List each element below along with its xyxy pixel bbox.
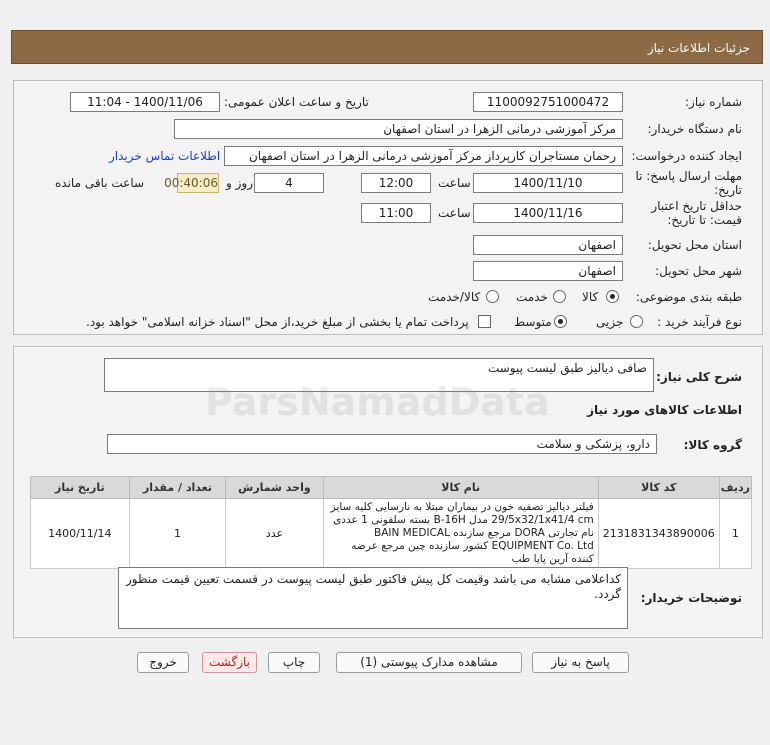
need-number-field: 1100092751000472 xyxy=(473,92,623,112)
process-option-minor: جزیی xyxy=(596,315,624,329)
table-row xyxy=(31,499,752,569)
announce-label: تاریخ و ساعت اعلان عمومی: xyxy=(224,95,369,109)
creator-label: ایجاد کننده درخواست: xyxy=(631,149,742,163)
validity-time-label: ساعت xyxy=(438,206,471,220)
deadline-time-label: ساعت xyxy=(438,176,471,190)
validity-time-field: 11:00 xyxy=(361,203,431,223)
creator-field: رحمان مستاجران کارپرداز مرکز آموزشی درمانی الزهرا در استان اصفهان xyxy=(224,146,623,166)
category-radio-goods-service[interactable] xyxy=(486,290,499,303)
days-field: 4 xyxy=(254,173,324,193)
group-label: گروه کالا: xyxy=(683,438,742,452)
province-label: استان محل تحویل: xyxy=(647,238,742,252)
col-row: ردیف xyxy=(719,477,751,499)
goods-info-title: اطلاعات کالاهای مورد نیاز xyxy=(587,403,742,417)
process-radio-minor[interactable] xyxy=(630,315,643,328)
category-label: طبقه بندی موضوعی: xyxy=(635,290,742,304)
process-option-medium: متوسط xyxy=(514,315,552,329)
need-number-label: شماره نیاز: xyxy=(685,95,742,109)
print-button[interactable]: چاپ xyxy=(268,652,320,673)
treasury-checkbox[interactable] xyxy=(478,315,491,328)
goods-table-header xyxy=(31,477,752,499)
category-radio-goods[interactable] xyxy=(606,290,619,303)
city-field: اصفهان xyxy=(473,261,623,281)
goods-table xyxy=(30,476,752,569)
col-date: تاریخ نیاز xyxy=(31,477,130,499)
deadline-time-field: 12:00 xyxy=(361,173,431,193)
cell-row: 1 xyxy=(719,499,751,569)
group-field: دارو، پزشکی و سلامت xyxy=(107,434,657,454)
category-radio-service[interactable] xyxy=(553,290,566,303)
deadline-label: مهلت ارسال پاسخ: تا تاریخ: xyxy=(635,169,742,197)
page-title: جزئیات اطلاعات نیاز xyxy=(647,41,750,55)
reply-button[interactable]: پاسخ به نیاز xyxy=(532,652,629,673)
need-info-panel xyxy=(13,80,763,335)
summary-label: شرح کلی نیاز: xyxy=(656,370,742,384)
col-qty: تعداد / مقدار xyxy=(129,477,226,499)
cell-date: 1400/11/14 xyxy=(31,499,130,569)
buyer-notes-field: کداعلامی مشابه می باشد وقیمت کل پیش فاکتور طبق لیست پیوست در قسمت تعیین قیمت منظور گردد. xyxy=(118,567,628,629)
province-field: اصفهان xyxy=(473,235,623,255)
category-option-service: خدمت xyxy=(516,290,548,304)
page-header xyxy=(11,30,763,64)
cell-name: فیلتر دیالیز تصفیه خون در بیماران مبتلا به نارسایی کلیه سایز 29/5x32/1x41/4 cm مدل B-16H بسته سلفونی 1 عددی نام تجارتی DORA مرجع سازنده BAIN MEDICAL EQUIPMENT Co. Ltd کشور سازنده چین مرجع عرضه کننده آرین پایا طب xyxy=(323,499,598,569)
buyer-org-field: مرکز آموزشی درمانی الزهرا در استان اصفهان xyxy=(174,119,623,139)
buyer-contact-link[interactable]: اطلاعات تماس خریدار xyxy=(109,149,221,163)
remaining-label: ساعت باقی مانده xyxy=(55,176,145,190)
back-button[interactable]: بازگشت xyxy=(202,652,257,673)
announce-field: 1400/11/06 - 11:04 xyxy=(70,92,220,112)
exit-button[interactable]: خروج xyxy=(137,652,189,673)
remaining-time-field: 00:40:06 xyxy=(177,173,219,193)
treasury-text: پرداخت تمام یا بخشی از مبلغ خرید،از محل "اسناد خزانه اسلامی" خواهد بود. xyxy=(86,315,469,329)
cell-qty: 1 xyxy=(129,499,226,569)
cell-unit: عدد xyxy=(226,499,323,569)
col-name: نام کالا xyxy=(323,477,598,499)
col-unit: واحد شمارش xyxy=(226,477,323,499)
validity-label: حداقل تاریخ اعتبار قیمت: تا تاریخ: xyxy=(651,199,742,227)
buyer-notes-label: توضیحات خریدار: xyxy=(640,591,742,605)
deadline-date-field: 1400/11/10 xyxy=(473,173,623,193)
buyer-org-label: نام دستگاه خریدار: xyxy=(647,122,742,136)
attachments-button[interactable]: مشاهده مدارک پیوستی (1) xyxy=(336,652,522,673)
process-label: نوع فرآیند خرید : xyxy=(657,315,742,329)
city-label: شهر محل تحویل: xyxy=(655,264,742,278)
validity-date-field: 1400/11/16 xyxy=(473,203,623,223)
summary-field: صافی دیالیز طبق لیست پیوست xyxy=(104,358,654,392)
category-option-goods-service: کالا/خدمت xyxy=(428,290,481,304)
process-radio-medium[interactable] xyxy=(554,315,567,328)
col-code: کد کالا xyxy=(598,477,719,499)
category-option-goods: کالا xyxy=(582,290,599,304)
cell-code: 2131831343890006 xyxy=(598,499,719,569)
need-details-panel xyxy=(13,346,763,638)
days-label: روز و xyxy=(226,176,253,190)
